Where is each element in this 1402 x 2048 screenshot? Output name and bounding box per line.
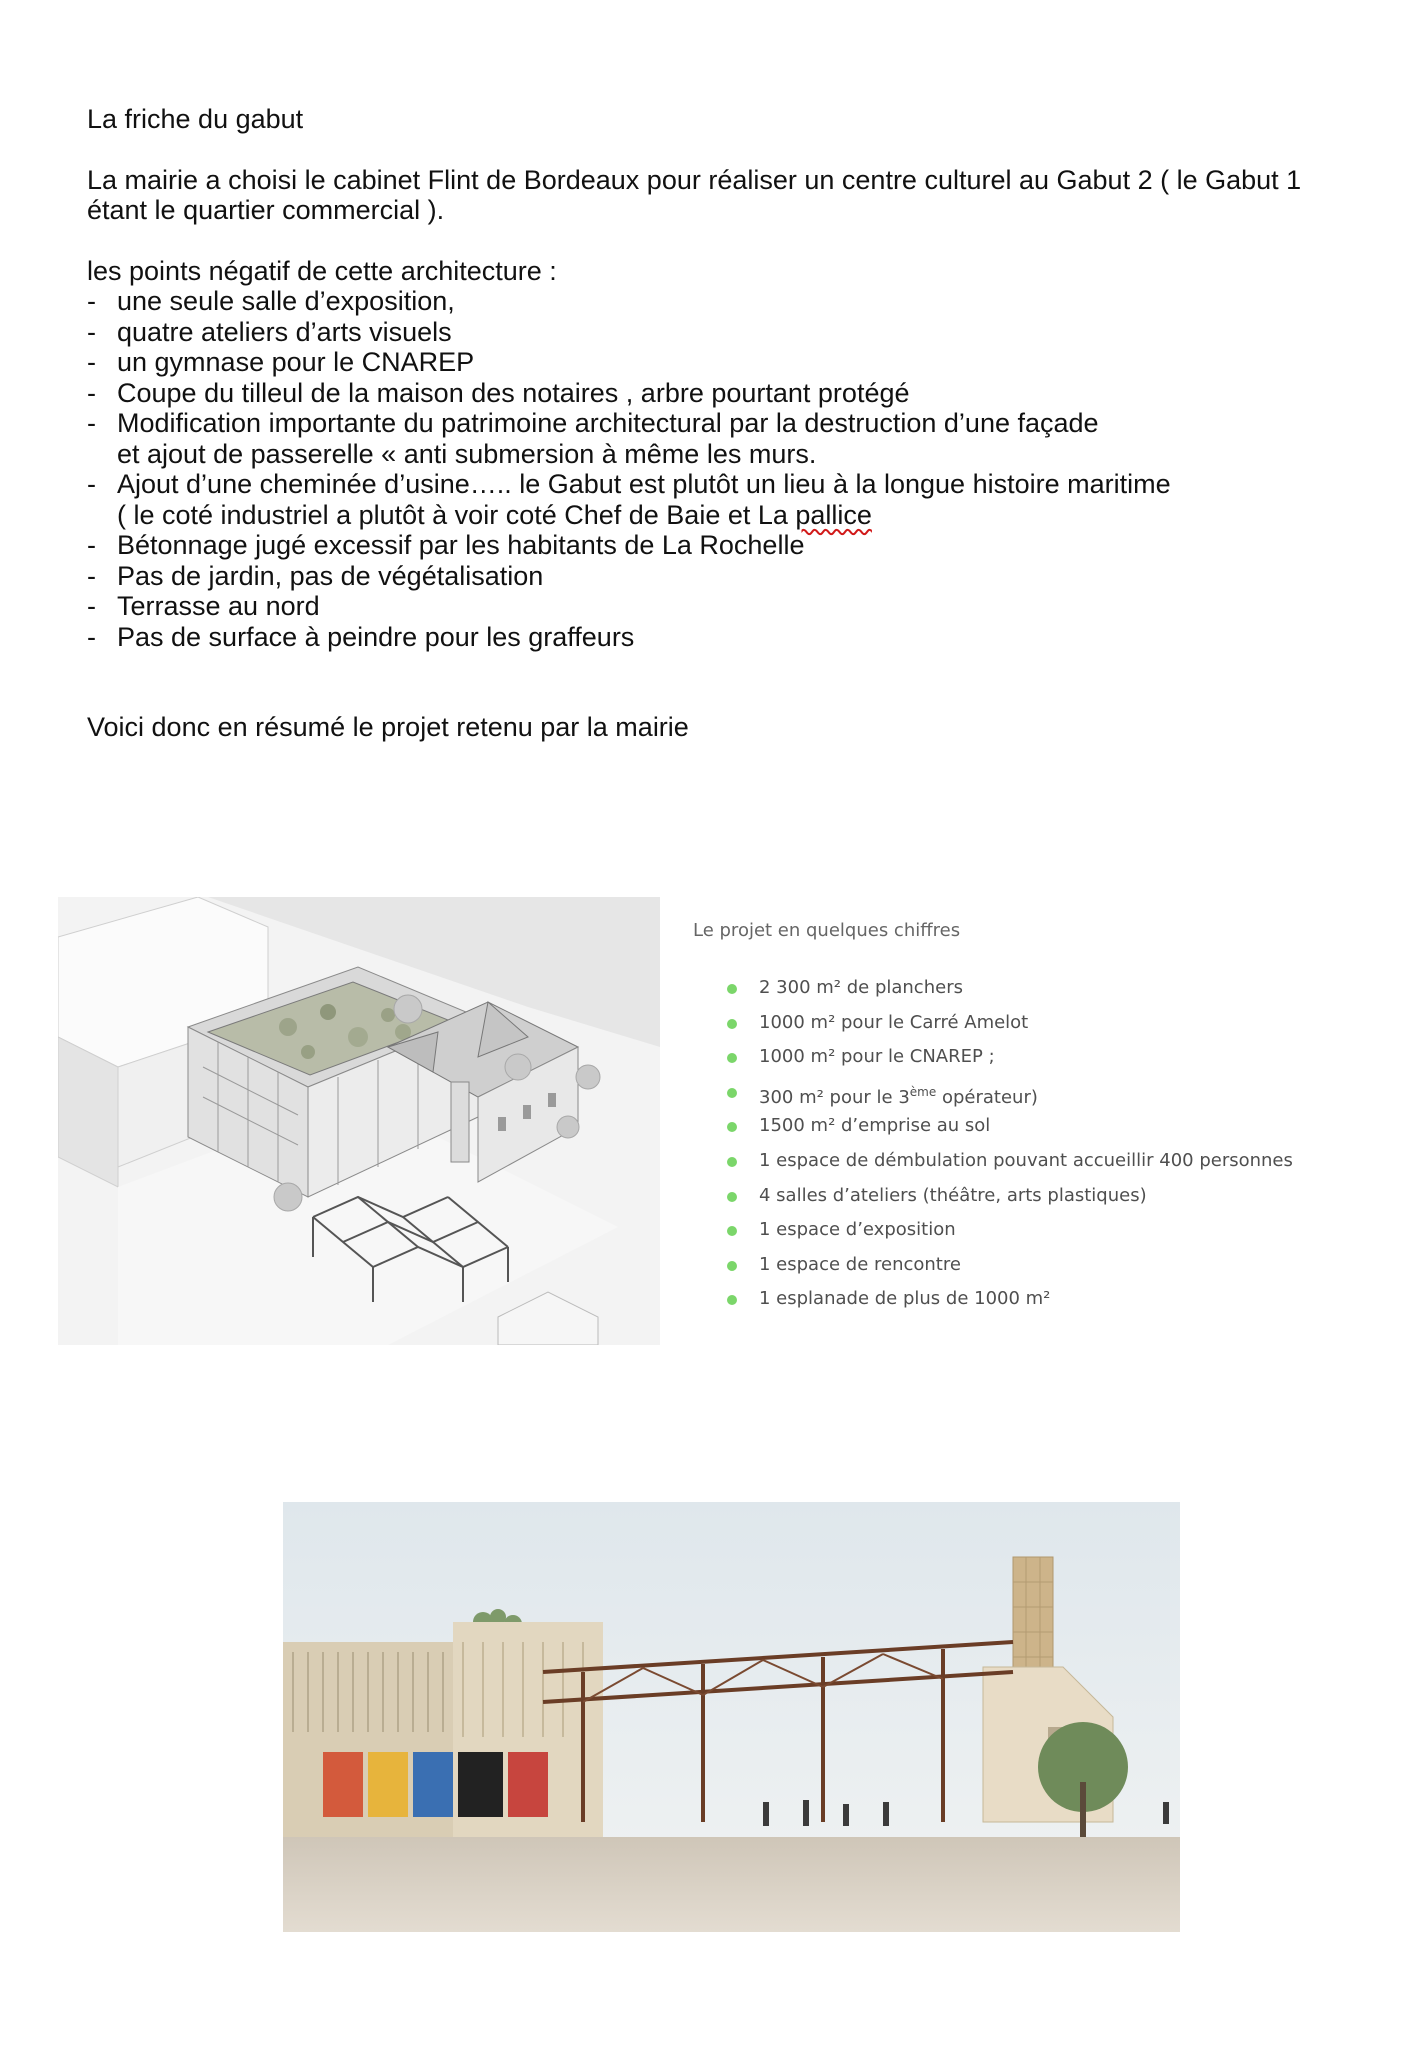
render-illustration	[283, 1502, 1180, 1932]
green-dot-icon	[727, 1295, 737, 1305]
list-item	[87, 286, 1317, 317]
list-item-text: Pas de jardin, pas de végétalisation	[117, 560, 544, 591]
dash-bullet: -	[87, 316, 96, 347]
list-item	[693, 1115, 1353, 1150]
list-item-text: Ajout d’une cheminée d’usine….. le Gabut est plutôt un lieu à la longue histoire maritime	[117, 469, 1171, 499]
figure-superscript: ème	[909, 1084, 937, 1099]
list-item	[693, 977, 1353, 1012]
dash-bullet: -	[87, 286, 96, 316]
list-item-text: Modification importante du patrimoine architectural par la destruction d’une façade	[117, 408, 1099, 438]
green-dot-icon	[727, 1019, 737, 1029]
negative-points-list	[87, 286, 1317, 652]
list-item-continuation: et ajout de passerelle « anti submersion à même les murs.	[117, 438, 817, 469]
list-item	[87, 591, 1317, 622]
document-body	[87, 104, 1317, 652]
dash-bullet: -	[87, 377, 96, 408]
list-item	[693, 1046, 1353, 1081]
list-item	[693, 1150, 1353, 1185]
figures-list	[693, 977, 1353, 1323]
dash-bullet: -	[87, 560, 96, 591]
list-item	[693, 1219, 1353, 1254]
points-heading: les points négatif de cette architecture :	[87, 255, 557, 286]
figure-text: 1000 m² pour le Carré Amelot	[759, 1011, 1029, 1033]
figure-text: 1500 m² d’emprise au sol	[759, 1115, 991, 1137]
list-item-text: Coupe du tilleul de la maison des notaires , arbre pourtant protégé	[117, 377, 910, 408]
dash-bullet: -	[87, 621, 96, 652]
list-item	[693, 1012, 1353, 1047]
axonometric-drawing	[58, 897, 660, 1345]
render-image	[283, 1502, 1180, 1932]
key-figures-panel	[693, 920, 1353, 1323]
green-dot-icon	[727, 1226, 737, 1236]
list-item-text: un gymnase pour le CNAREP	[117, 347, 475, 377]
figure-text: 300 m² pour le 3	[759, 1086, 910, 1108]
figure-text: 1 espace de rencontre	[759, 1253, 961, 1275]
list-item	[87, 408, 1317, 469]
figure-text: 1 esplanade de plus de 1000 m²	[759, 1288, 1051, 1310]
list-item	[87, 622, 1317, 653]
list-item	[87, 561, 1317, 592]
list-item-text: une seule salle d’exposition,	[117, 286, 455, 316]
summary-sentence: Voici donc en résumé le projet retenu par la mairie	[87, 712, 689, 742]
figure-text: opérateur)	[936, 1086, 1038, 1108]
dash-bullet: -	[87, 591, 96, 621]
list-item-text: quatre ateliers d’arts visuels	[117, 316, 452, 347]
list-item	[87, 530, 1317, 561]
list-item	[87, 469, 1317, 530]
figure-text: 4 salles d’ateliers (théâtre, arts plastiques)	[759, 1184, 1147, 1206]
dash-bullet: -	[87, 408, 96, 438]
list-item-continuation	[117, 500, 1317, 531]
figure-text: 1000 m² pour le CNAREP ;	[759, 1046, 995, 1068]
list-item-text: Terrasse au nord	[117, 591, 320, 621]
continuation-text: ( le coté industriel a plutôt à voir coté Chef de Baie et La	[117, 499, 796, 530]
intro-paragraph: La mairie a choisi le cabinet Flint de Bordeaux pour réaliser un centre culturel au Gabut 2 ( le Gabut 1 étant le quartier commercial ).	[87, 164, 1302, 225]
page-title: La friche du gabut	[87, 104, 304, 134]
list-item	[87, 317, 1317, 348]
dash-bullet: -	[87, 530, 96, 560]
spellcheck-flagged-word: pallice	[795, 499, 872, 530]
list-item-text: Pas de surface à peindre pour les graffeurs	[117, 621, 635, 652]
list-item	[87, 378, 1317, 409]
list-item	[693, 1185, 1353, 1220]
list-item	[693, 1081, 1353, 1116]
figure-text: 1 espace de démbulation pouvant accueillir 400 personnes	[759, 1149, 1293, 1171]
dash-bullet: -	[87, 469, 96, 499]
list-item	[693, 1288, 1353, 1323]
green-dot-icon	[727, 1192, 737, 1202]
figure-text: 1 espace d’exposition	[759, 1219, 956, 1241]
list-item	[693, 1254, 1353, 1289]
green-dot-icon	[727, 1122, 737, 1132]
green-dot-icon	[727, 1261, 737, 1271]
axonometric-image	[58, 897, 660, 1345]
list-item	[87, 347, 1317, 378]
green-dot-icon	[727, 1053, 737, 1063]
figure-text: 2 300 m² de planchers	[759, 977, 963, 998]
list-item-text: Bétonnage jugé excessif par les habitants de La Rochelle	[117, 530, 805, 560]
green-dot-icon	[727, 984, 737, 994]
figures-title: Le projet en quelques chiffres	[693, 920, 961, 941]
dash-bullet: -	[87, 347, 96, 377]
green-dot-icon	[727, 1088, 737, 1098]
green-dot-icon	[727, 1157, 737, 1167]
